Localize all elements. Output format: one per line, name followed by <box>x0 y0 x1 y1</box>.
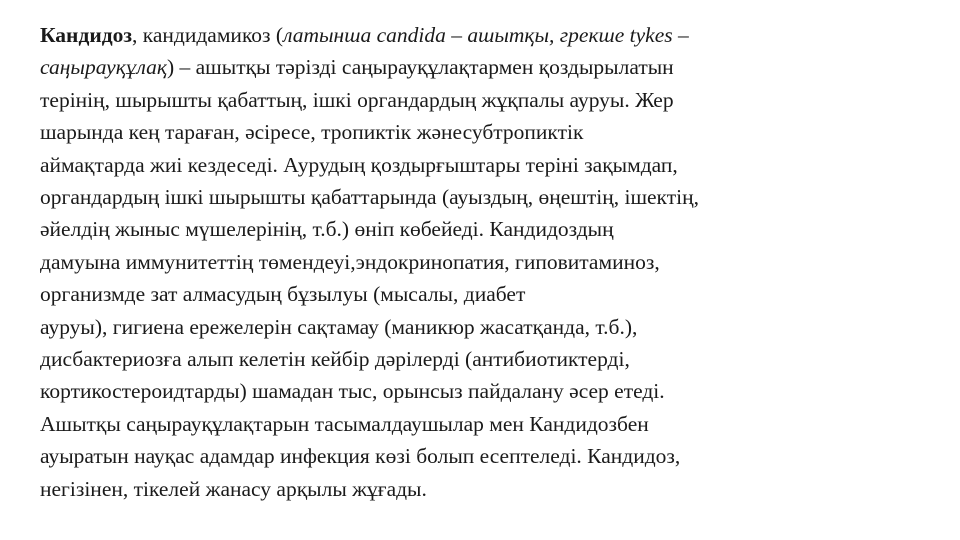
text-line-1 <box>40 19 940 51</box>
text-line-2 <box>40 51 940 83</box>
text-line-4: шарында кең тараған, әсіресе, тропиктік жәнесубтропиктік <box>40 120 584 145</box>
etymology-text-end: саңырауқұлақ <box>40 55 167 80</box>
text-line-12: кортикостероидтарды) шамадан тыс, орынсыз пайдалану әсер етеді. <box>40 379 665 404</box>
text-line-15: негізінен, тікелей жанасу арқылы жұғады. <box>40 476 427 501</box>
text-line-8: дамуына иммунитеттің төмендеуі,эндокринопатия, гиповитаминоз, <box>40 249 660 274</box>
definition-text: ) – ашытқы тәрізді саңырауқұлақтармен қоздырылатын <box>166 55 674 80</box>
text-line-6: органдардың ішкі шырышты қабаттарында (ауыздың, өңештің, ішектің, <box>40 185 699 210</box>
text-line-3: терінің, шырышты қабаттың, ішкі органдардың жұқпалы ауруы. Жер <box>40 87 674 112</box>
etymology-text: латынша candida – ашытқы, грекше tykes – <box>283 23 689 47</box>
term-candidiasis: Кандидоз <box>40 23 132 47</box>
text-line-10: ауруы), гигиена ережелерін сақтамау (маникюр жасатқанда, т.б.), <box>40 314 638 339</box>
text-line-13: Ашытқы саңырауқұлақтарын тасымалдаушылар мен Кандидозбен <box>40 411 649 436</box>
text-line-9: организмде зат алмасудың бұзылуы (мысалы, диабет <box>40 282 526 307</box>
text-line-11: дисбактериозға алып келетін кейбір дәрілерді (антибиотиктерді, <box>40 347 630 372</box>
text-line-14: ауыратын науқас адамдар инфекция көзі болып есептеледі. Кандидоз, <box>40 444 681 469</box>
text-line-7: әйелдің жыныс мүшелерінің, т.б.) өніп көбейеді. Кандидоздың <box>40 217 614 242</box>
term-synonym: , кандидамикоз ( <box>131 23 284 47</box>
candidiasis-paragraph <box>40 19 940 505</box>
text-line-5: аймақтарда жиі кездеседі. Аурудың қоздырғыштары теріні зақымдап, <box>40 152 678 177</box>
